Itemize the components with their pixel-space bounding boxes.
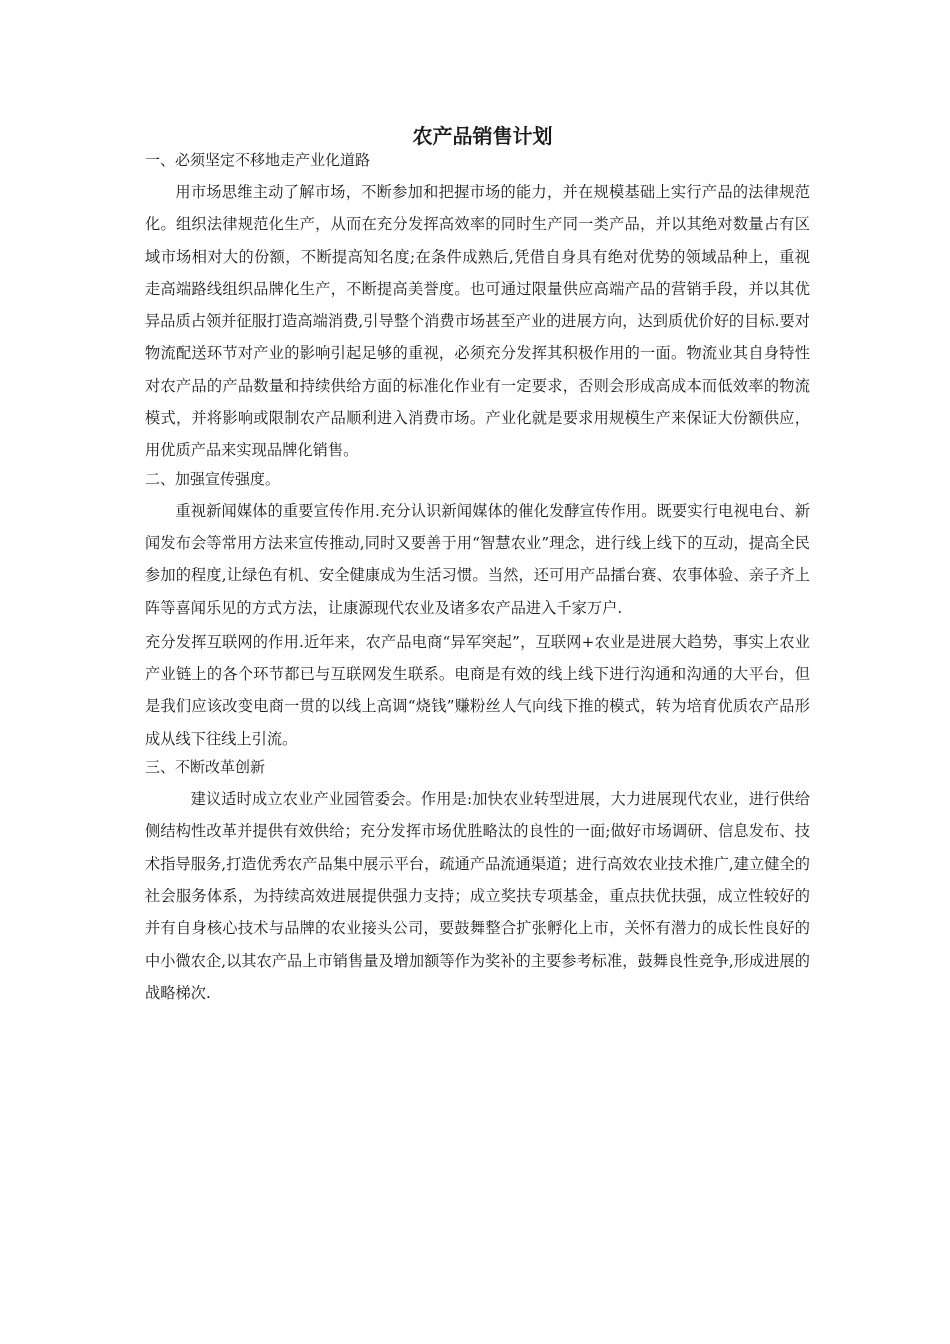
section-2-paragraph-1: 重视新闻媒体的重要宣传作用.充分认识新闻媒体的催化发酵宣传作用。既要实行电视电台、新闻发布会等常用方法来宣传推动,同时又要善于用“智慧农业”理念，进行线上线下的互动，提高全民参加的程度,让绿色有机、安全健康成为生活习惯。当然，还可用产品擂台赛、农事体验、亲子齐上阵等喜闻乐见的方式方法，让康源现代农业及诸多农产品进入千家万户. [145, 501, 810, 617]
section-1-paragraph-1: 用市场思维主动了解市场，不断参加和把握市场的能力，并在规模基础上实行产品的法律规范化。组织法律规范化生产，从而在充分发挥高效率的同时生产同一类产品，并以其绝对数量占有区域市场相对大的份额，不断提高知名度;在条件成熟后,凭借自身具有绝对优势的领域品种上，重视走高端路线组织品牌化生产，不断提高美誉度。也可通过限量供应高端产品的营销手段，并以其优异品质占领并征服打造高端消费,引导整个消费市场甚至产业的进展方向，达到质优价好的目标.要对物流配送环节对产业的影响引起足够的重视，必须充分发挥其积极作用的一面。物流业其自身特性对农产品的产品数量和持续供给方面的标准化作业有一定要求，否则会形成高成本而低效率的物流模式，并将影响或限制农产品顺利进入消费市场。产业化就是要求用规模生产来保证大份额供应，用优质产品来实现品牌化销售。 [145, 183, 810, 460]
document-body [145, 122, 810, 1011]
section-heading-3: 三、不断改革创新 [145, 758, 266, 777]
document-title: 农产品销售计划 [412, 124, 553, 148]
section-heading-2: 二、加强宣传强度。 [145, 469, 281, 488]
section-heading-1: 一、必须坚定不移地走产业化道路 [145, 151, 371, 169]
section-2-paragraph-2: 充分发挥互联网的作用.近年来，农产品电商“异军突起”，互联网+农业是进展大趋势，事实上农业产业链上的各个环节都已与互联网发生联系。电商是有效的线上线下进行沟通和沟通的大平台，但是我们应该改变电商一贯的以线上高调“烧钱”赚粉丝人气向线下推的模式，转为培育优质农产品形成从线下往线上引流。 [145, 632, 810, 748]
section-3-paragraph-1: 建议适时成立农业产业园管委会。作用是:加快农业转型进展，大力进展现代农业，进行供给侧结构性改革并提供有效供给；充分发挥市场优胜略汰的良性的一面;做好市场调研、信息发布、技术指导服务,打造优秀农产品集中展示平台，疏通产品流通渠道；进行高效农业技术推广,建立健全的社会服务体系，为持续高效进展提供强力支持；成立奖扶专项基金，重点扶优扶强，成立性较好的并有自身核心技术与品牌的农业接头公司，要鼓舞整合扩张孵化上市，关怀有潜力的成长性良好的中小微农企,以其农产品上市销售量及增加额等作为奖补的主要参考标准，鼓舞良性竞争,形成进展的战略梯次. [145, 790, 810, 1002]
